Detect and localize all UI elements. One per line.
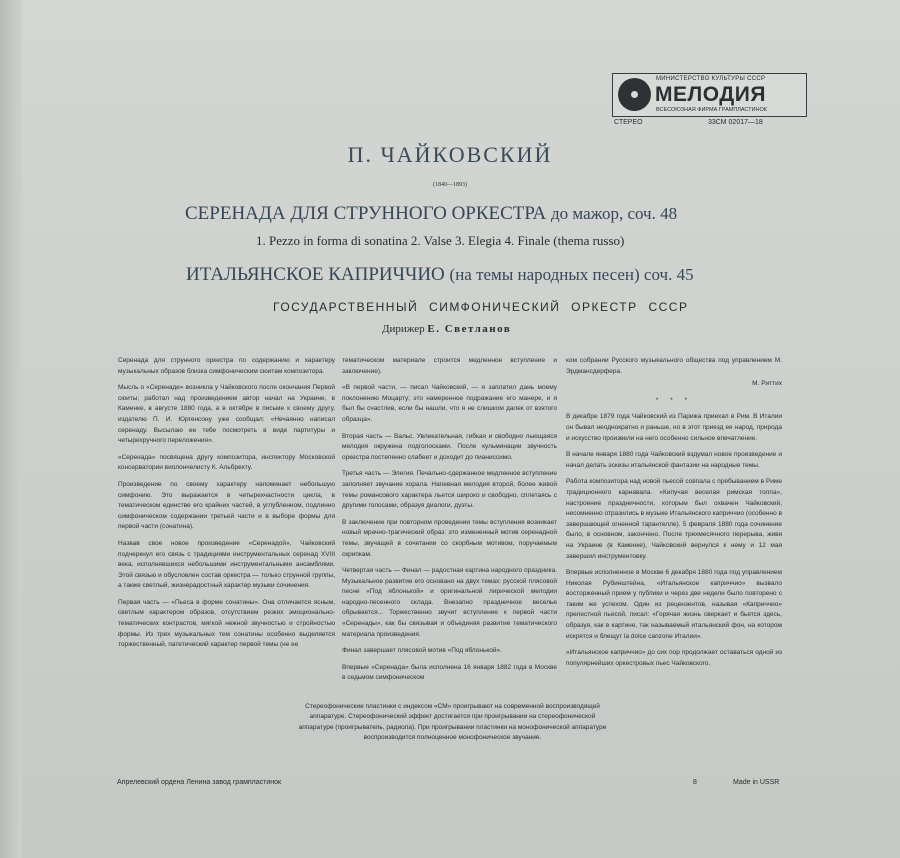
melodiya-logo (612, 73, 807, 117)
author-signature: М. Риттих (752, 380, 782, 388)
firm-text: ВСЕСОЮЗНАЯ ФИРМА ГРАМПЛАСТИНОК (656, 107, 767, 113)
notes-paragraph: Четвертая часть — Финал — радостная картина народного праздника. Музыкальное развитие его основано на двух темах: русской плясовой песне «Под яблонькой» и оригинальной лирической мелодии народно-песенного склада. Внезапно праздничное веселье обрывается... Торжественно звучит вступление к первой части «Серенады», как бы связывая и объединяя развитие тематического материала произведения. (342, 567, 557, 638)
notes-paragraph: Третья часть — Элегия. Печально-сдержанное медленное вступление заполняет звучание хорала. Напевная мелодия второй, более живой темы романсового характера льется широко и свободно, сплетаясь с другими голосами, образуя диалоги, дуэты. (342, 470, 557, 510)
notes-paragraph: Назвав свое новое произведение «Серенадой», Чайковский подчеркнул его связь с традициями инструментальных серенад XVIII века, исполнявшихся небольшими инструментальными ансамблями. Этой связью и обусловлен состав оркестра — только струнной группы, а также светлый, жизнерадостный характер музыки сочинения. (118, 539, 335, 590)
conductor-line (382, 323, 511, 335)
sleeve-edge (0, 0, 22, 858)
orchestra-name: ГОСУДАРСТВЕННЫЙ СИМФОНИЧЕСКИЙ ОРКЕСТР СССР (273, 300, 689, 314)
notes-paragraph: В начале января 1880 года Чайковский вздумал новое произведение и начал делать эскизы итальянской фантазии на народные темы. (566, 451, 782, 469)
movements-list: 1. Pezzo in forma di sonatina 2. Valse 3. Elegia 4. Finale (thema russo) (256, 233, 625, 248)
notes-column-2 (342, 356, 557, 690)
ministry-text: МИНИСТЕРСТВО КУЛЬТУРЫ СССР (656, 76, 766, 82)
work1-title: СЕРЕНАДА ДЛЯ СТРУННОГО ОРКЕСТРА (185, 203, 547, 224)
notes-paragraph: Вторая часть — Вальс. Увлекательная, гибкая и свободно льющаяся мелодия окружена подголосками. После кульминации звучность оркестра постепенно слабеет и доходит до пианиссимо. (342, 432, 557, 461)
notes-paragraph: «Серенада» посвящена другу композитора, инспектору Московской консерватории виолончелисту К. Альбрехту. (118, 453, 335, 472)
work2-key: (на темы народных песен) соч. 45 (449, 265, 694, 284)
catalog-number: 33СМ 02017—18 (708, 119, 763, 126)
notes-paragraph: ком собрании Русского музыкального общества под управлением М. Эрдмансдерфера. (566, 357, 782, 375)
notes-paragraph: В декабре 1879 года Чайковский из Парижа приехал в Рим. В Италии он бывал неоднократно и раньше, но в этот приезд ее народ, природа и искусство произвели на него особенно сильное впечатление. (566, 413, 782, 442)
work1-heading (185, 203, 677, 225)
notes-column-3 (566, 356, 782, 675)
notes-paragraph: Первая часть — «Пьеса в форме сонатины». Она отличается ясным, светлым характером образов, отсутствием резких эмоционально-тематических контрастов, мягкой нежной звучностью и стройностью формы. Из трех музыкальных тем сонатины особенно выделяется торжественный, патетический характер первой темы (не ее (118, 598, 335, 649)
record-disc-icon (618, 78, 651, 111)
stereo-notice: Стереофонические пластинки с индексом «СМ» проигрывают на современной воспроизводящей аппаратуре. Стереофонический эффект достигается при проигрывании на стереофонической аппаратуре (проигрыватель, радиола). При проигрывании пластинки на монофонической аппаратуре воспроизводится полноценное монофоническое звучание. (298, 703, 607, 742)
section-separator: * * * (655, 396, 693, 404)
notes-paragraph: «В первой части, — писал Чайковский, — я заплатил дань моему поклонению Моцарту; это намеренное подражание его манере, и я был бы счастлив, если бы нашли, что я не слишком далек от взятого образца». (342, 384, 557, 423)
notes-paragraph: Серенада для струнного оркестра по содержанию и характеру музыкальных образов близка симфоническим сюитам композитора. (118, 357, 335, 375)
stereo-mark: СТЕРЕО (614, 119, 643, 126)
notes-paragraph: тематическом материале строится медленное вступление и заключение). (342, 357, 557, 375)
notes-paragraph: Работа композитора над новой пьесой совпала с пребыванием в Риме традиционного карнавала. «Кипучая веселая римская толпа», настроение праздничности, которым был охвачен Чайковский, несомненно отразились в музыке Итальянского каприччио (особенно в завершающей огненной тарантелле). 5 февраля 1880 года сочинение было, в основном, закончено. После трехмесячного перерыва, живя на Украине (в Каменке), Чайковский вернулся к нему и 12 мая завершил инструментовку. (566, 478, 782, 560)
work2-heading (186, 264, 694, 286)
conductor-role: Дирижер (382, 323, 425, 335)
made-in: Made in USSR (733, 779, 780, 786)
work1-key: до мажор, соч. 48 (551, 204, 678, 223)
notes-paragraph: Мысль о «Серенаде» возникла у Чайковского после окончания Первой сюиты; работал над произведением автор начал на Украине, в Каменке, в августе 1880 года, а в октябре в письме к своему другу, издателю П. И. Юргенсону уже сообщал: «Нечаянно написал серенаду. Высылаю ее тебе посмотреть в виде партитуры и четырехручного переложения». (118, 384, 335, 445)
notes-paragraph: Впервые исполненное в Москве 6 декабря 1880 года под управлением Николая Рубинштейна, «Итальянское каприччио» вызвало восторженный прием у публики и через две недели было повторено с таким же успехом. Один из рецензентов, называя «Каприччио» прелестной пьесой, писал: «Горячая жизнь сверкает и бьется здесь, образуя, как в картине, так называемый итальянский фон, на котором искрятся и блещут la dolce canzone Италии». (566, 569, 782, 640)
order-number: 8 (693, 779, 697, 786)
composer-name: П. ЧАЙКОВСКИЙ (347, 142, 553, 167)
work2-title: ИТАЛЬЯНСКОЕ КАПРИЧЧИО (186, 264, 445, 285)
notes-paragraph: Произведение по своему характеру напоминает небольшую симфонию. Это выражается в четырехчастности цикла, в тематическом единстве его крайних частей, в углубленном, подлинно симфоническом содержании третьей части и в выборе формы для первой части (сонатина). (118, 480, 335, 531)
notes-paragraph: Впервые «Серенада» была исполнена 16 января 1882 года в Москве в седьмом симфоническом (342, 663, 557, 682)
composer-years: (1840—1893) (433, 182, 467, 188)
notes-paragraph: «Итальянское каприччио» до сих пор продолжает оставаться одной из популярнейших оркестровых пьес Чайковского. (566, 649, 782, 667)
notes-paragraph: Финал завершает плясовой мотив «Под яблонькой». (342, 647, 502, 655)
conductor-name: Е. Светланов (427, 323, 512, 335)
notes-column-1 (118, 356, 335, 657)
notes-paragraph: В заключение при повторном проведении темы вступления возникает новый мрачно-трагический образ: это измененный мотив серенадной темы, звучащей в сочетании со скорбным мотивом, поручаемым скрипкам. (342, 518, 557, 558)
label-name: МЕЛОДИЯ (655, 83, 766, 106)
pressing-plant: Апрелевский ордена Ленина завод грампластинок (117, 779, 282, 786)
